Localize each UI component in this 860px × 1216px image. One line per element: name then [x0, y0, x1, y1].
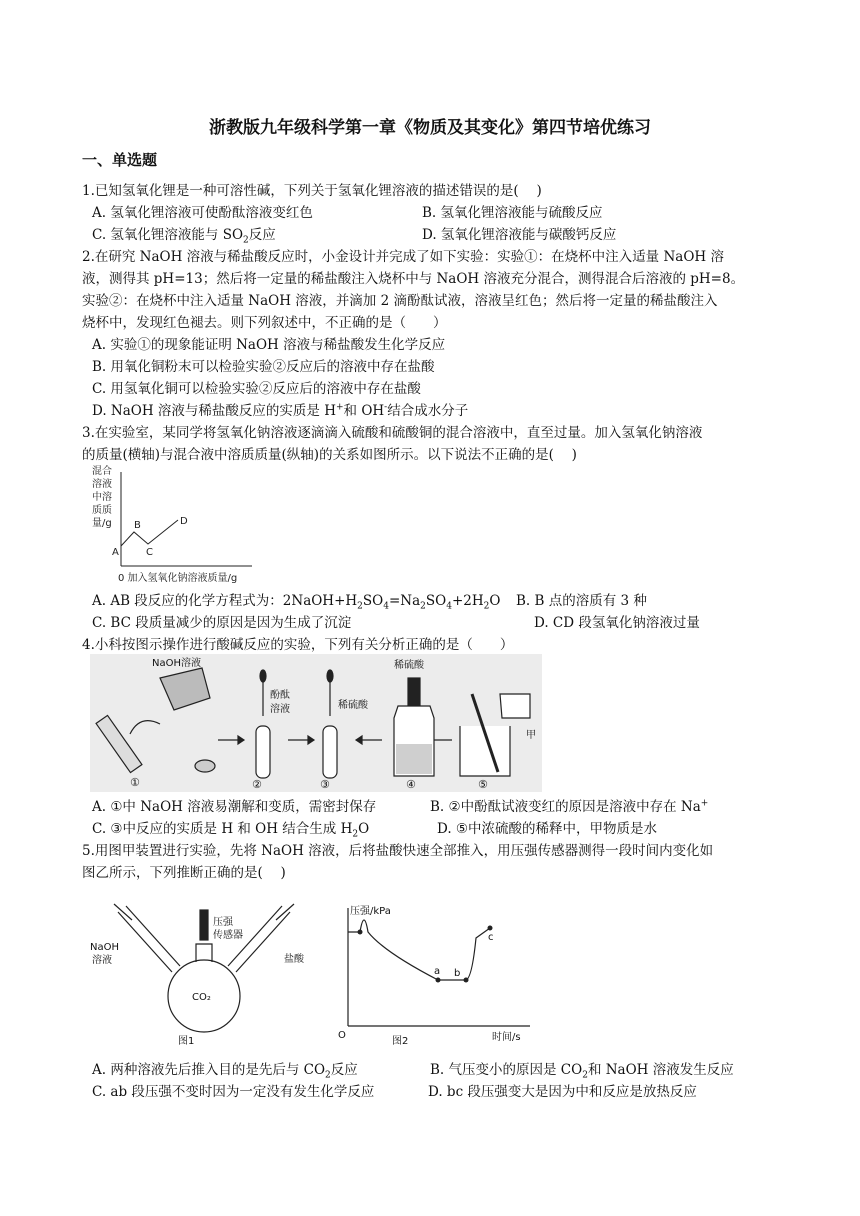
q5-fig2-xlabel: 时间/s — [492, 1032, 521, 1043]
q1-option-c: C. 氢氧化锂溶液能与 $SO_2$反应 — [92, 227, 276, 246]
q5-fig1-label-co2: CO₂ — [192, 992, 211, 1003]
q5-option-c: C. ab 段压强不变时因为一定没有发生化学反应 — [92, 1084, 375, 1100]
q5-option-b: B. 气压变小的原因是 $CO_2$和 NaOH 溶液发生反应 — [430, 1062, 734, 1081]
q3-point-d: D — [180, 516, 188, 527]
q4-label-phenol: 酚酞 — [270, 690, 290, 701]
q4-label-acid-1: 稀硫酸 — [338, 700, 368, 711]
q3-ylabel-5: 量/g — [92, 518, 112, 529]
q3-point-c: C — [146, 547, 153, 558]
q3-stem-line1: 3.在实验室，某同学将氢氧化钠溶液逐滴滴入硫酸和硫酸铜的混合溶液中，直至过量。加入氢氧化钠溶液 — [82, 425, 703, 441]
q4-option-c: C. ③中反应的实质是 H 和 OH 结合生成 $H_2O$ — [92, 821, 370, 840]
q4-step-1: ① — [130, 776, 140, 789]
q2-option-a: A. 实验①的现象能证明 NaOH 溶液与稀盐酸发生化学反应 — [92, 337, 446, 353]
q1-option-b: B. 氢氧化锂溶液能与硫酸反应 — [422, 205, 603, 221]
q2-option-b: B. 用氧化铜粉末可以检验实验②反应后的溶液中存在盐酸 — [92, 359, 435, 375]
q5-fig1-caption: 图1 — [178, 1036, 195, 1047]
q2-option-d: D. NaOH 溶液与稀盐酸反应的实质是 H+和 OH-结合成水分子 — [92, 402, 469, 419]
q5-option-d: D. bc 段压强变大是因为中和反应是放热反应 — [428, 1084, 697, 1100]
q3-ylabel-3: 中溶 — [92, 492, 112, 503]
q4-option-b: B. ②中酚酞试液变红的原因是溶液中存在 Na+ — [430, 798, 709, 815]
q4-label-naoh: NaOH溶液 — [152, 658, 201, 669]
page-title: 浙教版九年级科学第一章《物质及其变化》第四节培优练习 — [209, 118, 651, 138]
q3-ylabel-2: 溶液 — [92, 479, 112, 490]
q5-figure-2 — [334, 898, 536, 1050]
q5-fig1-label-pressure: 压强 — [213, 917, 233, 928]
q5-option-a: A. 两种溶液先后推入目的是先后与 $CO_2$反应 — [92, 1062, 358, 1081]
q5-fig1-label-naoh: NaOH — [90, 942, 119, 953]
q5-fig1-label-sensor: 传感器 — [213, 930, 243, 941]
q4-step-5: ⑤ — [478, 778, 488, 791]
q5-fig2-origin: O — [338, 1030, 346, 1041]
q5-fig1-label-hcl: 盐酸 — [284, 954, 304, 965]
q1-stem: 1.已知氢氧化锂是一种可溶性碱，下列关于氢氧化锂溶液的描述错误的是( ) — [82, 183, 542, 199]
q2-stem-line3: 实验②：在烧杯中注入适量 NaOH 溶液，并滴加 2 滴酚酞试液，溶液呈红色；然后将一定量的稀盐酸注入 — [82, 293, 718, 309]
q3-option-c: C. BC 段质量减少的原因是因为生成了沉淀 — [92, 615, 352, 631]
q4-option-d: D. ⑤中浓硫酸的稀释中，甲物质是水 — [437, 821, 658, 837]
q5-stem-line2: 图乙所示，下列推断正确的是( ) — [82, 865, 286, 881]
q5-fig1-label-solution: 溶液 — [92, 955, 112, 966]
q3-ylabel-1: 混合 — [92, 466, 112, 477]
q4-step-4: ④ — [406, 778, 416, 791]
q3-option-b: B. B 点的溶质有 3 种 — [516, 593, 647, 609]
q1-option-d: D. 氢氧化锂溶液能与碳酸钙反应 — [422, 227, 617, 243]
q5-stem-line1: 5.用图甲装置进行实验，先将 NaOH 溶液，后将盐酸快速全部推入，用压强传感器测得一段时间内变化如 — [82, 843, 714, 859]
section-heading: 一、单选题 — [82, 151, 158, 169]
q3-xlabel: 0 加入氢氧化钠溶液质量/g — [118, 573, 238, 584]
q3-graph — [90, 462, 260, 588]
q5-fig2-point-a: a — [434, 966, 441, 977]
q3-ylabel-4: 质质 — [92, 505, 112, 516]
q3-option-a: A. AB 段反应的化学方程式为：$2NaOH+H_2SO_4=Na_2SO_4+2H_2O$ — [92, 593, 501, 612]
q2-stem-line1: 2.在研究 NaOH 溶液与稀盐酸反应时，小金设计并完成了如下实验：实验①：在烧杯中注入适量 NaOH 溶 — [82, 249, 724, 265]
q4-label-acid-2: 稀硫酸 — [394, 660, 424, 671]
q2-stem-line2: 液，测得其 pH=13；然后将一定量的稀盐酸注入烧杯中与 NaOH 溶液充分混合，测得混合后溶液的 pH=8。 — [82, 271, 745, 287]
q3-point-b: B — [134, 520, 141, 531]
q5-fig2-ylabel: 压强/kPa — [350, 906, 391, 917]
q1-option-a: A. 氢氧化锂溶液可使酚酞溶液变红色 — [92, 205, 313, 221]
q4-figure — [90, 654, 542, 792]
q5-fig2-point-b: b — [454, 968, 461, 979]
q4-step-2: ② — [252, 778, 262, 791]
q4-label-jia: 甲 — [526, 730, 536, 741]
q3-stem-line2: 的质量(横轴)与混合液中溶质质量(纵轴)的关系如图所示。以下说法不正确的是( ) — [82, 447, 577, 463]
q4-option-a: A. ①中 NaOH 溶液易潮解和变质，需密封保存 — [92, 799, 377, 815]
q2-option-c: C. 用氢氧化铜可以检验实验②反应后的溶液中存在盐酸 — [92, 381, 421, 397]
q4-label-solution: 溶液 — [270, 704, 290, 715]
q5-fig2-point-c: c — [488, 932, 494, 943]
q5-figure-1 — [88, 900, 326, 1050]
q4-step-3: ③ — [320, 778, 330, 791]
q4-stem: 4.小科按图示操作进行酸碱反应的实验，下列有关分析正确的是（ ） — [82, 637, 514, 653]
q3-option-d: D. CD 段氢氧化钠溶液过量 — [534, 615, 700, 631]
q3-point-a: A — [112, 547, 119, 558]
q5-fig2-caption: 图2 — [392, 1036, 409, 1047]
q2-stem-line4: 烧杯中，发现红色褪去。则下列叙述中，不正确的是（ ） — [82, 315, 447, 331]
